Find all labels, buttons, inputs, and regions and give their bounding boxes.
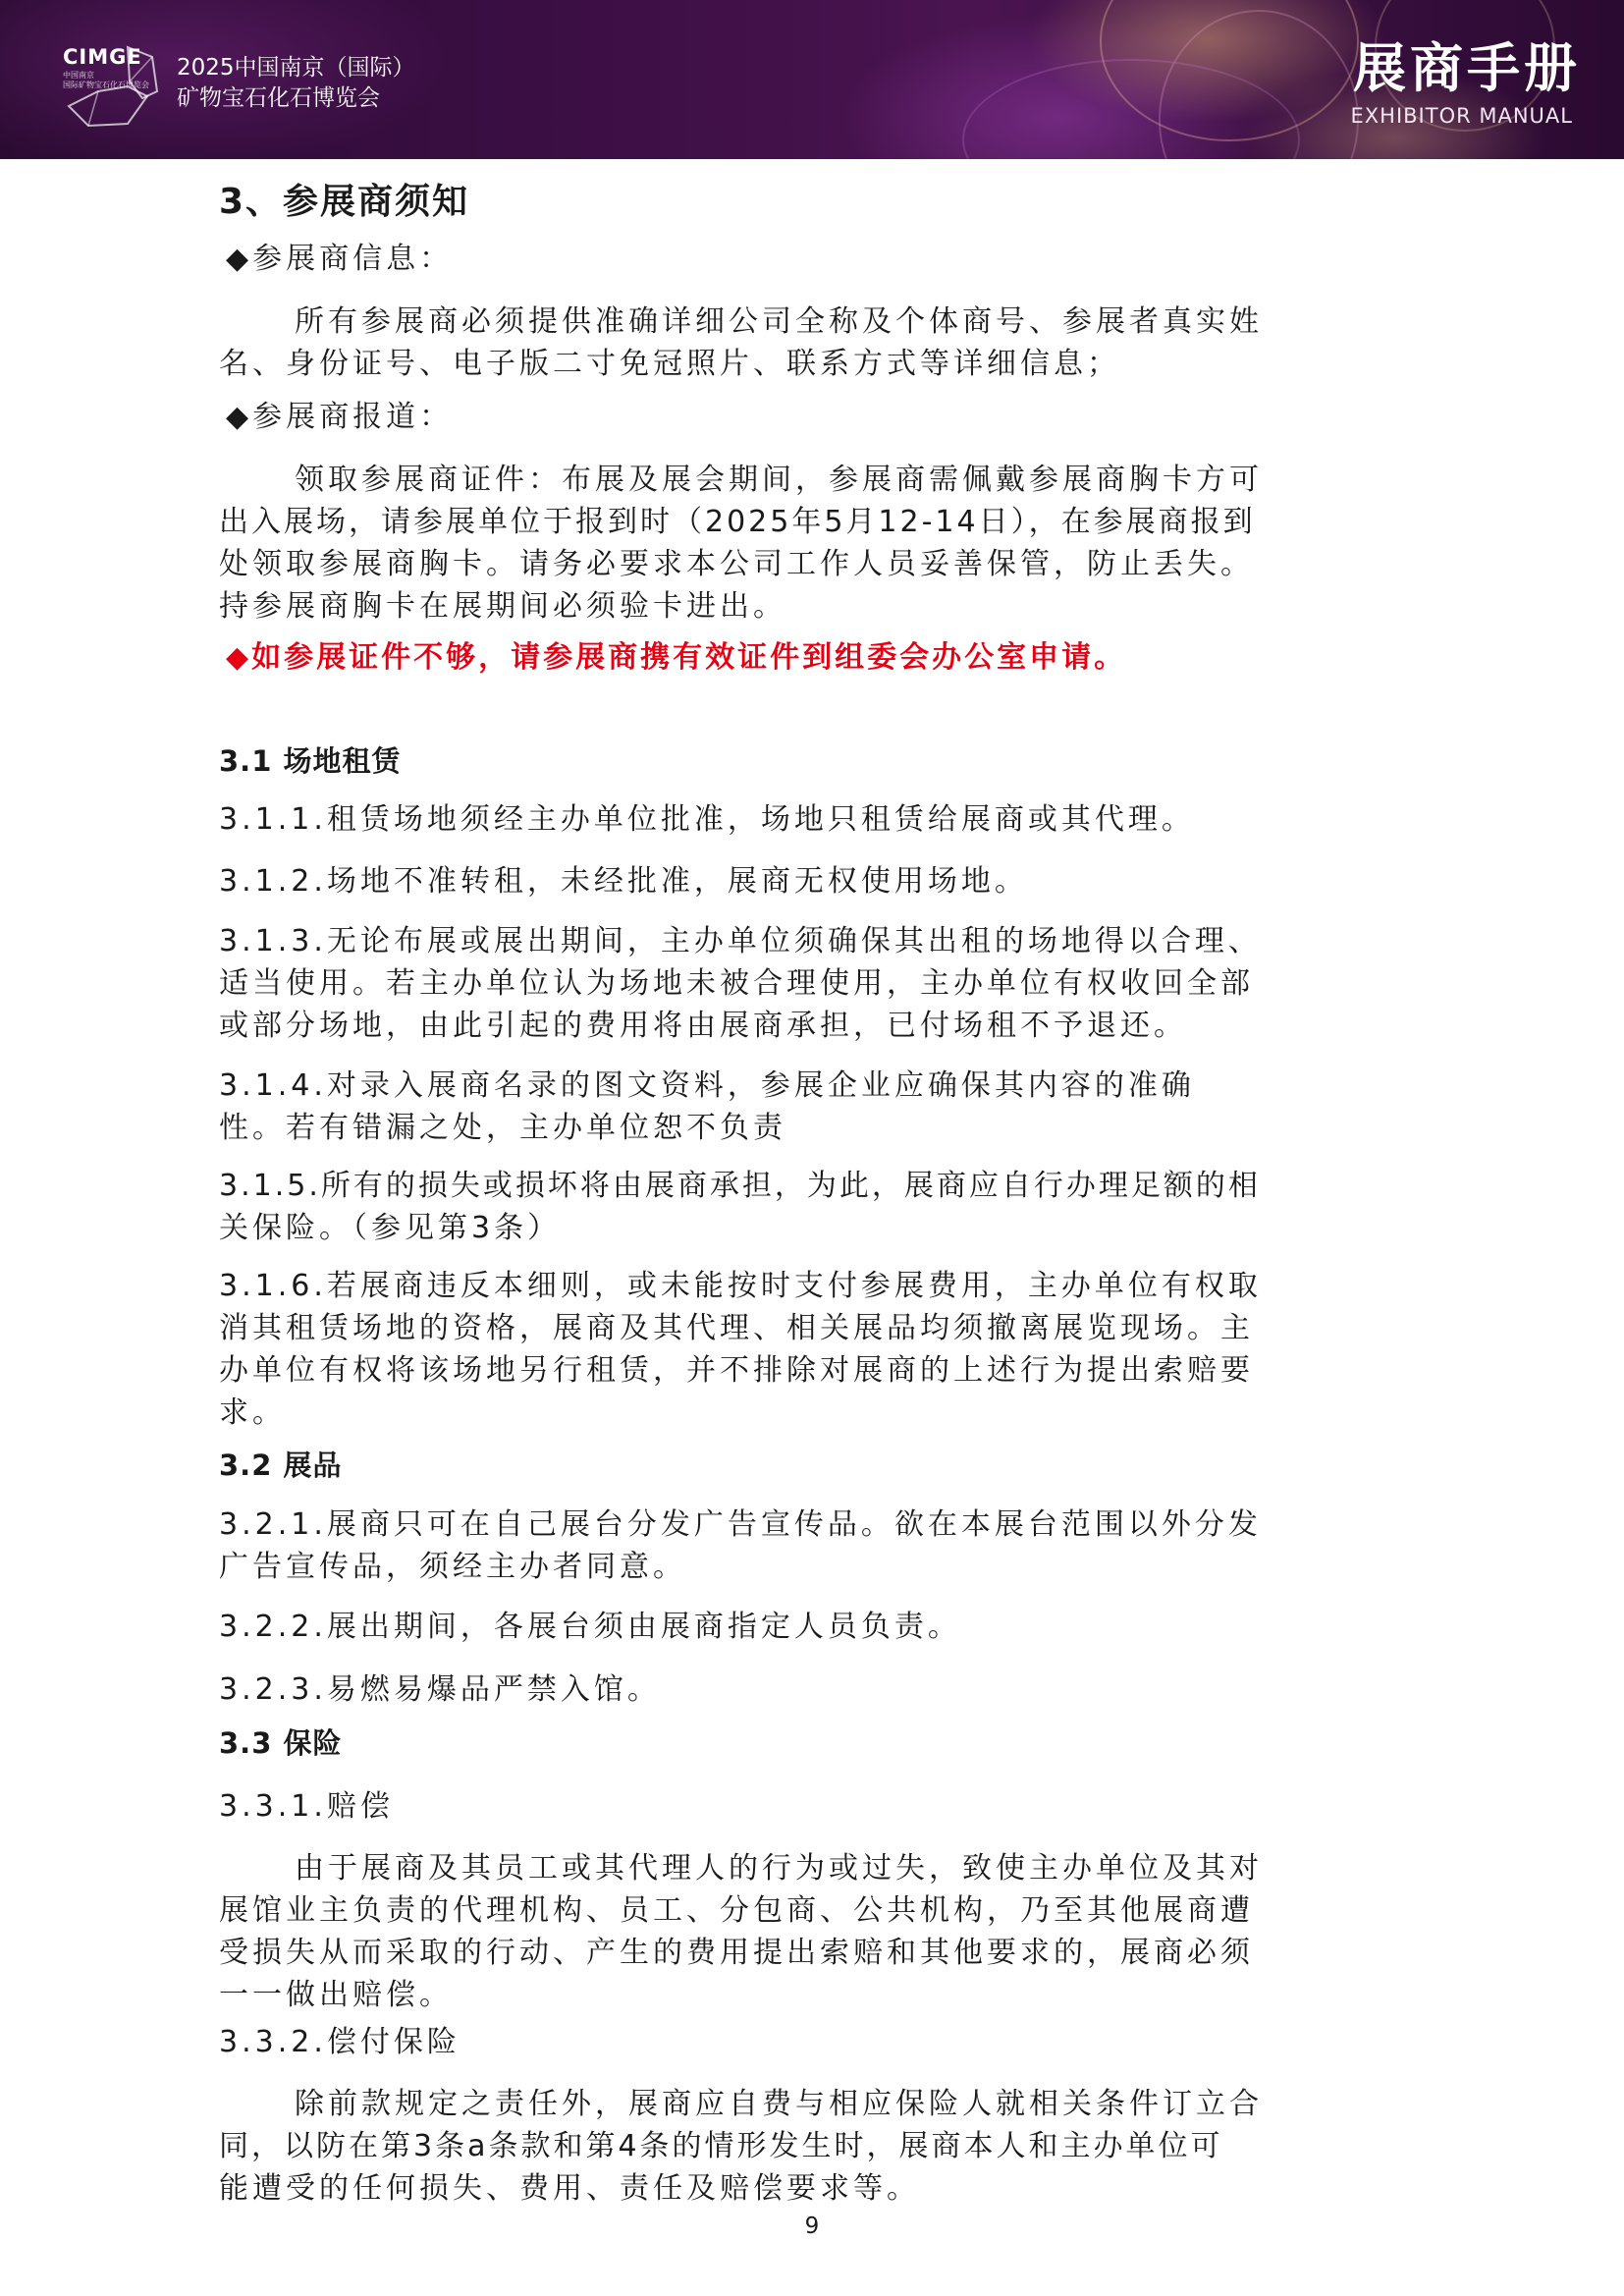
clause-line: 3.1.1.租赁场地须经主办单位批准，场地只租赁给展商或其代理。 [219,802,1195,837]
paragraph-line: 名、身份证号、电子版二寸免冠照片、联系方式等详细信息； [219,347,1120,381]
header-banner [0,0,1624,159]
clause-line: 3.3.1.赔偿 [219,1789,394,1824]
clause-line: 3.1.3.无论布展或展出期间，主办单位须确保其出租的场地得以合理、 [219,924,1262,958]
clause-line: 广告宣传品，须经主办者同意。 [219,1550,686,1584]
clause-line: 3.1.4.对录入展商名录的图文资料，参展企业应确保其内容的准确 [219,1068,1195,1103]
paragraph-line: 展馆业主负责的代理机构、员工、分包商、公共机构，乃至其他展商遭 [219,1893,1254,1928]
warning-notice: ◆如参展证件不够，请参展商携有效证件到组委会办公室申请。 [226,640,1127,675]
clause-line: 消其租赁场地的资格，展商及其代理、相关展品均须撤离展览现场。主 [219,1311,1254,1345]
expo-title: 2025中国南京（国际） 矿物宝石化石博览会 [177,55,415,111]
paragraph-line: 所有参展商必须提供准确详细公司全称及个体商号、参展者真实姓 [295,304,1263,339]
paragraph-line: 领取参展商证件：布展及展会期间，参展商需佩戴参展商胸卡方可 [295,463,1263,497]
manual-title: 展商手册 [1353,37,1581,99]
bullet-heading: ◆参展商信息： [226,242,454,276]
paragraph-line: 除前款规定之责任外，展商应自费与相应保险人就相关条件订立合 [295,2087,1263,2121]
clause-line: 3.1.2.场地不准转租，未经批准，展商无权使用场地。 [219,864,1028,899]
clause-line: 3.2.2.展出期间，各展台须由展商指定人员负责。 [219,1610,961,1644]
paragraph-line: 出入展场，请参展单位于报到时（2025年5月12-14日），在参展商报到 [219,505,1256,539]
clause-line: 3.3.2.偿付保险 [219,2025,460,2059]
clause-line: 关保险。（参见第3条） [219,1211,562,1245]
paragraph-line: 同，以防在第3条a条款和第4条的情形发生时，展商本人和主办单位可 [219,2129,1223,2163]
clause-line: 3.2.3.易燃易爆品严禁入馆。 [219,1672,661,1707]
paragraph-line: 持参展商胸卡在展期间必须验卡进出。 [219,589,786,624]
clause-line: 性。若有错漏之处，主办单位恕不负责 [219,1111,786,1145]
paragraph-line: 一一做出赔偿。 [219,1978,453,2012]
page-number: 9 [804,2214,820,2239]
clause-line: 3.1.5.所有的损失或损坏将由展商承担，为此，展商应自行办理足额的相 [219,1169,1261,1203]
paragraph-line: 受损失从而采取的行动、产生的费用提出索赔和其他要求的，展商必须 [219,1936,1254,1970]
paragraph-line: 处领取参展商胸卡。请务必要求本公司工作人员妥善保管，防止丢失。 [219,547,1254,581]
subsection-heading: 3.3 保险 [219,1726,343,1760]
subsection-heading: 3.1 场地租赁 [219,744,402,778]
clause-line: 适当使用。若主办单位认为场地未被合理使用，主办单位有权收回全部 [219,966,1254,1001]
clause-line: 办单位有权将该场地另行租赁，并不排除对展商的上述行为提出索赔要 [219,1353,1254,1388]
logo-subtitle: 中国南京 国际矿物宝石化石博览会 [63,71,149,89]
section-heading: 3、参展商须知 [219,182,470,222]
bullet-heading: ◆参展商报道： [226,400,454,434]
subsection-heading: 3.2 展品 [219,1449,343,1482]
clause-line: 或部分场地，由此引起的费用将由展商承担，已付场租不予退还。 [219,1009,1187,1043]
paragraph-line: 由于展商及其员工或其代理人的行为或过失，致使主办单位及其对 [295,1851,1263,1886]
clause-line: 3.2.1.展商只可在自己展台分发广告宣传品。欲在本展台范围以外分发 [219,1507,1262,1542]
clause-line: 求。 [219,1395,286,1430]
paragraph-line: 能遭受的任何损失、费用、责任及赔偿要求等。 [219,2171,920,2206]
manual-subtitle: EXHIBITOR MANUAL [1350,104,1573,128]
clause-line: 3.1.6.若展商违反本细则，或未能按时支付参展费用，主办单位有权取 [219,1269,1262,1303]
logo-wordmark: CIMGE [63,45,142,69]
